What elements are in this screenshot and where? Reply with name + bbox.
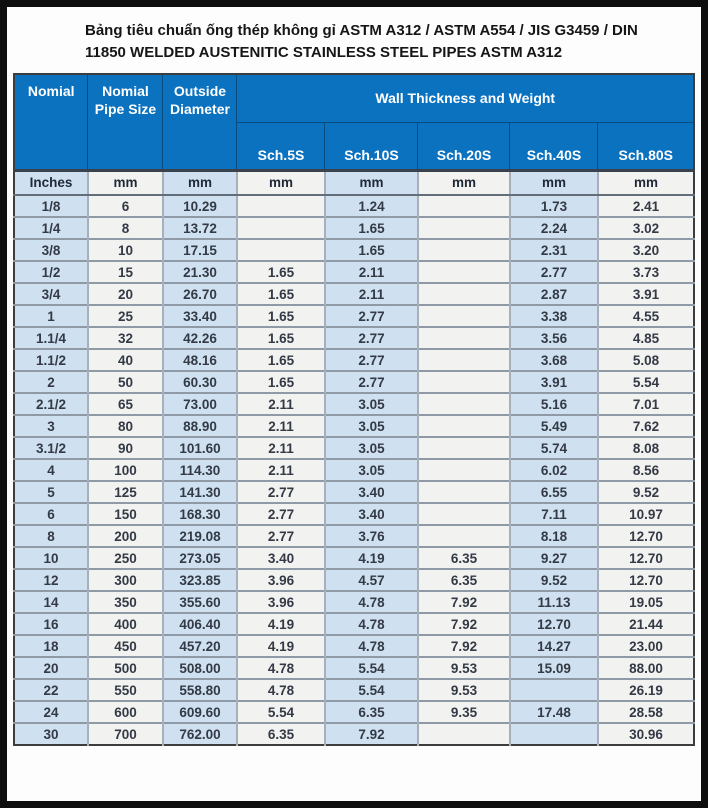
cell-sch80s: 4.55 (598, 305, 694, 327)
cell-inches: 1/4 (14, 217, 88, 239)
cell-inches: 1.1/4 (14, 327, 88, 349)
cell-sch20s (418, 393, 510, 415)
cell-sch5s: 2.11 (237, 459, 325, 481)
cell-inches: 2 (14, 371, 88, 393)
cell-inches: 1/2 (14, 261, 88, 283)
cell-sch40s: 7.11 (510, 503, 598, 525)
cell-outside-diameter: 48.16 (163, 349, 237, 371)
unit-sch80s-mm: mm (598, 170, 694, 195)
table-row (14, 415, 694, 437)
cell-sch10s: 4.57 (325, 569, 418, 591)
header-outside-diameter: Outside Diameter (163, 74, 237, 170)
cell-sch5s (237, 239, 325, 261)
cell-sch20s (418, 459, 510, 481)
cell-sch20s (418, 723, 510, 745)
table-row (14, 371, 694, 393)
cell-sch20s: 9.53 (418, 657, 510, 679)
cell-outside-diameter: 508.00 (163, 657, 237, 679)
cell-outside-diameter: 355.60 (163, 591, 237, 613)
cell-sch40s: 3.56 (510, 327, 598, 349)
cell-outside-diameter: 21.30 (163, 261, 237, 283)
cell-sch10s: 4.78 (325, 613, 418, 635)
cell-sch5s: 4.78 (237, 657, 325, 679)
cell-sch20s (418, 525, 510, 547)
cell-sch20s (418, 261, 510, 283)
cell-pipe-size-mm: 400 (88, 613, 163, 635)
cell-sch40s: 5.49 (510, 415, 598, 437)
cell-pipe-size-mm: 300 (88, 569, 163, 591)
cell-sch80s: 26.19 (598, 679, 694, 701)
cell-sch20s (418, 481, 510, 503)
cell-sch20s: 9.35 (418, 701, 510, 723)
cell-sch80s: 5.08 (598, 349, 694, 371)
cell-inches: 3/8 (14, 239, 88, 261)
cell-sch20s: 6.35 (418, 569, 510, 591)
cell-sch80s: 5.54 (598, 371, 694, 393)
header-nominal: Nomial (14, 74, 88, 170)
cell-sch20s: 7.92 (418, 613, 510, 635)
cell-sch5s: 2.77 (237, 525, 325, 547)
cell-pipe-size-mm: 32 (88, 327, 163, 349)
cell-sch40s (510, 723, 598, 745)
cell-inches: 16 (14, 613, 88, 635)
cell-pipe-size-mm: 150 (88, 503, 163, 525)
cell-sch10s: 2.11 (325, 261, 418, 283)
cell-sch20s (418, 415, 510, 437)
cell-inches: 4 (14, 459, 88, 481)
header-sch-10s: Sch.10S (325, 122, 418, 170)
table-row (14, 657, 694, 679)
cell-outside-diameter: 457.20 (163, 635, 237, 657)
table-row (14, 349, 694, 371)
cell-inches: 20 (14, 657, 88, 679)
table-body (14, 195, 694, 745)
table-row (14, 613, 694, 635)
cell-pipe-size-mm: 350 (88, 591, 163, 613)
cell-sch40s: 8.18 (510, 525, 598, 547)
cell-sch10s: 7.92 (325, 723, 418, 745)
cell-sch20s: 7.92 (418, 591, 510, 613)
cell-sch20s (418, 195, 510, 217)
title-line-2: 11850 WELDED AUSTENITIC STAINLESS STEEL PIPES ASTM A312 (85, 44, 563, 61)
unit-sch10s-mm: mm (325, 170, 418, 195)
cell-pipe-size-mm: 125 (88, 481, 163, 503)
pipe-standards-table (13, 73, 695, 746)
cell-sch40s: 17.48 (510, 701, 598, 723)
cell-sch5s (237, 217, 325, 239)
cell-sch40s: 2.77 (510, 261, 598, 283)
table-row (14, 503, 694, 525)
cell-pipe-size-mm: 50 (88, 371, 163, 393)
table-row (14, 195, 694, 217)
table-row (14, 305, 694, 327)
table-row (14, 547, 694, 569)
header-nominal-pipe-size: Nomial Pipe Size (88, 74, 163, 170)
cell-sch80s: 3.20 (598, 239, 694, 261)
cell-sch10s: 6.35 (325, 701, 418, 723)
cell-pipe-size-mm: 200 (88, 525, 163, 547)
cell-sch10s: 2.11 (325, 283, 418, 305)
cell-sch10s: 3.76 (325, 525, 418, 547)
cell-inches: 3.1/2 (14, 437, 88, 459)
cell-outside-diameter: 42.26 (163, 327, 237, 349)
unit-od-mm: mm (163, 170, 237, 195)
cell-outside-diameter: 88.90 (163, 415, 237, 437)
cell-sch5s: 3.96 (237, 569, 325, 591)
cell-sch20s (418, 239, 510, 261)
cell-sch10s: 3.05 (325, 415, 418, 437)
table-row (14, 283, 694, 305)
cell-sch5s: 2.77 (237, 503, 325, 525)
cell-outside-diameter: 33.40 (163, 305, 237, 327)
cell-pipe-size-mm: 100 (88, 459, 163, 481)
unit-sch40s-mm: mm (510, 170, 598, 195)
cell-pipe-size-mm: 80 (88, 415, 163, 437)
table-row (14, 591, 694, 613)
cell-outside-diameter: 558.80 (163, 679, 237, 701)
title-line-1: Bảng tiêu chuẩn ống thép không gỉ ASTM A312 / ASTM A554 / JIS G3459 / DIN (85, 22, 638, 39)
cell-outside-diameter: 219.08 (163, 525, 237, 547)
cell-sch20s (418, 503, 510, 525)
cell-pipe-size-mm: 450 (88, 635, 163, 657)
cell-outside-diameter: 60.30 (163, 371, 237, 393)
cell-pipe-size-mm: 250 (88, 547, 163, 569)
cell-pipe-size-mm: 500 (88, 657, 163, 679)
table-row (14, 635, 694, 657)
cell-sch80s: 19.05 (598, 591, 694, 613)
main-header-row (14, 74, 694, 122)
cell-sch80s: 8.08 (598, 437, 694, 459)
cell-sch20s (418, 349, 510, 371)
header-sch-40s: Sch.40S (510, 122, 598, 170)
table-row (14, 217, 694, 239)
cell-sch20s (418, 305, 510, 327)
cell-outside-diameter: 114.30 (163, 459, 237, 481)
cell-sch10s: 1.24 (325, 195, 418, 217)
cell-sch80s: 7.01 (598, 393, 694, 415)
cell-sch10s: 2.77 (325, 327, 418, 349)
cell-inches: 14 (14, 591, 88, 613)
cell-sch80s: 23.00 (598, 635, 694, 657)
header-wall-thickness-group: Wall Thickness and Weight (237, 74, 694, 122)
cell-sch80s: 3.91 (598, 283, 694, 305)
cell-sch40s: 11.13 (510, 591, 598, 613)
cell-sch10s: 4.78 (325, 635, 418, 657)
cell-outside-diameter: 406.40 (163, 613, 237, 635)
cell-outside-diameter: 17.15 (163, 239, 237, 261)
cell-sch80s: 21.44 (598, 613, 694, 635)
cell-sch80s: 4.85 (598, 327, 694, 349)
cell-sch80s: 12.70 (598, 569, 694, 591)
cell-outside-diameter: 273.05 (163, 547, 237, 569)
cell-sch80s: 3.73 (598, 261, 694, 283)
cell-pipe-size-mm: 90 (88, 437, 163, 459)
unit-sch20s-mm: mm (418, 170, 510, 195)
cell-outside-diameter: 762.00 (163, 723, 237, 745)
cell-sch40s: 9.27 (510, 547, 598, 569)
cell-inches: 8 (14, 525, 88, 547)
table-row (14, 723, 694, 745)
cell-sch20s: 7.92 (418, 635, 510, 657)
cell-sch40s: 5.16 (510, 393, 598, 415)
cell-inches: 10 (14, 547, 88, 569)
cell-sch20s (418, 371, 510, 393)
cell-pipe-size-mm: 65 (88, 393, 163, 415)
units-row (14, 170, 694, 195)
unit-inches: Inches (14, 170, 88, 195)
cell-sch40s: 6.02 (510, 459, 598, 481)
cell-inches: 3/4 (14, 283, 88, 305)
cell-sch5s: 5.54 (237, 701, 325, 723)
table-row (14, 327, 694, 349)
cell-sch5s: 4.78 (237, 679, 325, 701)
cell-sch80s: 9.52 (598, 481, 694, 503)
table-row (14, 525, 694, 547)
cell-sch5s: 1.65 (237, 283, 325, 305)
cell-inches: 2.1/2 (14, 393, 88, 415)
cell-inches: 1/8 (14, 195, 88, 217)
cell-sch40s: 15.09 (510, 657, 598, 679)
cell-inches: 22 (14, 679, 88, 701)
cell-inches: 18 (14, 635, 88, 657)
cell-sch10s: 2.77 (325, 371, 418, 393)
cell-outside-diameter: 73.00 (163, 393, 237, 415)
cell-sch40s: 3.68 (510, 349, 598, 371)
table-row (14, 437, 694, 459)
cell-inches: 30 (14, 723, 88, 745)
cell-outside-diameter: 609.60 (163, 701, 237, 723)
cell-sch10s: 5.54 (325, 657, 418, 679)
cell-sch20s (418, 217, 510, 239)
cell-sch40s: 2.24 (510, 217, 598, 239)
cell-sch10s: 2.77 (325, 305, 418, 327)
table-row (14, 481, 694, 503)
cell-sch10s: 1.65 (325, 217, 418, 239)
cell-sch5s: 2.77 (237, 481, 325, 503)
cell-inches: 6 (14, 503, 88, 525)
table-row (14, 459, 694, 481)
table-row (14, 239, 694, 261)
cell-sch80s: 88.00 (598, 657, 694, 679)
cell-sch40s: 2.31 (510, 239, 598, 261)
cell-sch40s: 3.91 (510, 371, 598, 393)
cell-sch20s: 9.53 (418, 679, 510, 701)
cell-sch40s: 12.70 (510, 613, 598, 635)
cell-sch20s (418, 437, 510, 459)
cell-sch40s: 3.38 (510, 305, 598, 327)
cell-outside-diameter: 10.29 (163, 195, 237, 217)
cell-pipe-size-mm: 10 (88, 239, 163, 261)
cell-sch5s: 1.65 (237, 349, 325, 371)
table-row (14, 261, 694, 283)
cell-sch5s: 2.11 (237, 437, 325, 459)
cell-sch80s: 12.70 (598, 547, 694, 569)
cell-sch10s: 3.05 (325, 437, 418, 459)
cell-outside-diameter: 13.72 (163, 217, 237, 239)
cell-pipe-size-mm: 550 (88, 679, 163, 701)
header-sch-80s: Sch.80S (598, 122, 694, 170)
cell-pipe-size-mm: 700 (88, 723, 163, 745)
table-row (14, 701, 694, 723)
cell-sch20s (418, 283, 510, 305)
cell-sch10s: 2.77 (325, 349, 418, 371)
cell-sch5s: 1.65 (237, 371, 325, 393)
cell-sch80s: 8.56 (598, 459, 694, 481)
cell-outside-diameter: 26.70 (163, 283, 237, 305)
cell-sch5s: 4.19 (237, 613, 325, 635)
cell-sch10s: 3.40 (325, 503, 418, 525)
cell-pipe-size-mm: 15 (88, 261, 163, 283)
cell-sch10s: 4.78 (325, 591, 418, 613)
table-row (14, 679, 694, 701)
cell-pipe-size-mm: 6 (88, 195, 163, 217)
cell-sch10s: 3.05 (325, 459, 418, 481)
cell-sch40s: 9.52 (510, 569, 598, 591)
cell-inches: 12 (14, 569, 88, 591)
cell-sch80s: 10.97 (598, 503, 694, 525)
cell-sch40s: 2.87 (510, 283, 598, 305)
cell-pipe-size-mm: 8 (88, 217, 163, 239)
cell-sch5s: 3.40 (237, 547, 325, 569)
cell-sch5s: 1.65 (237, 305, 325, 327)
cell-sch5s (237, 195, 325, 217)
cell-sch40s: 1.73 (510, 195, 598, 217)
cell-inches: 1 (14, 305, 88, 327)
table-row (14, 569, 694, 591)
cell-pipe-size-mm: 20 (88, 283, 163, 305)
unit-sch5s-mm: mm (237, 170, 325, 195)
cell-inches: 3 (14, 415, 88, 437)
cell-inches: 24 (14, 701, 88, 723)
cell-sch10s: 4.19 (325, 547, 418, 569)
cell-sch5s: 6.35 (237, 723, 325, 745)
cell-outside-diameter: 141.30 (163, 481, 237, 503)
cell-sch40s: 14.27 (510, 635, 598, 657)
cell-sch5s: 4.19 (237, 635, 325, 657)
header-sch-20s: Sch.20S (418, 122, 510, 170)
cell-sch5s: 1.65 (237, 327, 325, 349)
cell-outside-diameter: 168.30 (163, 503, 237, 525)
cell-pipe-size-mm: 600 (88, 701, 163, 723)
cell-pipe-size-mm: 25 (88, 305, 163, 327)
cell-sch5s: 3.96 (237, 591, 325, 613)
cell-sch40s: 5.74 (510, 437, 598, 459)
cell-sch10s: 5.54 (325, 679, 418, 701)
cell-outside-diameter: 101.60 (163, 437, 237, 459)
cell-sch80s: 12.70 (598, 525, 694, 547)
cell-sch5s: 2.11 (237, 393, 325, 415)
cell-inches: 5 (14, 481, 88, 503)
cell-sch40s: 6.55 (510, 481, 598, 503)
cell-outside-diameter: 323.85 (163, 569, 237, 591)
page-title (7, 7, 701, 73)
table-row (14, 393, 694, 415)
cell-sch5s: 2.11 (237, 415, 325, 437)
cell-sch80s: 3.02 (598, 217, 694, 239)
cell-sch80s: 28.58 (598, 701, 694, 723)
cell-sch20s (418, 327, 510, 349)
unit-pipe-size-mm: mm (88, 170, 163, 195)
cell-sch20s: 6.35 (418, 547, 510, 569)
header-sch-5s: Sch.5S (237, 122, 325, 170)
cell-sch80s: 7.62 (598, 415, 694, 437)
cell-sch10s: 3.40 (325, 481, 418, 503)
cell-sch5s: 1.65 (237, 261, 325, 283)
cell-inches: 1.1/2 (14, 349, 88, 371)
cell-sch80s: 2.41 (598, 195, 694, 217)
cell-pipe-size-mm: 40 (88, 349, 163, 371)
cell-sch80s: 30.96 (598, 723, 694, 745)
cell-sch10s: 1.65 (325, 239, 418, 261)
cell-sch10s: 3.05 (325, 393, 418, 415)
cell-sch40s (510, 679, 598, 701)
